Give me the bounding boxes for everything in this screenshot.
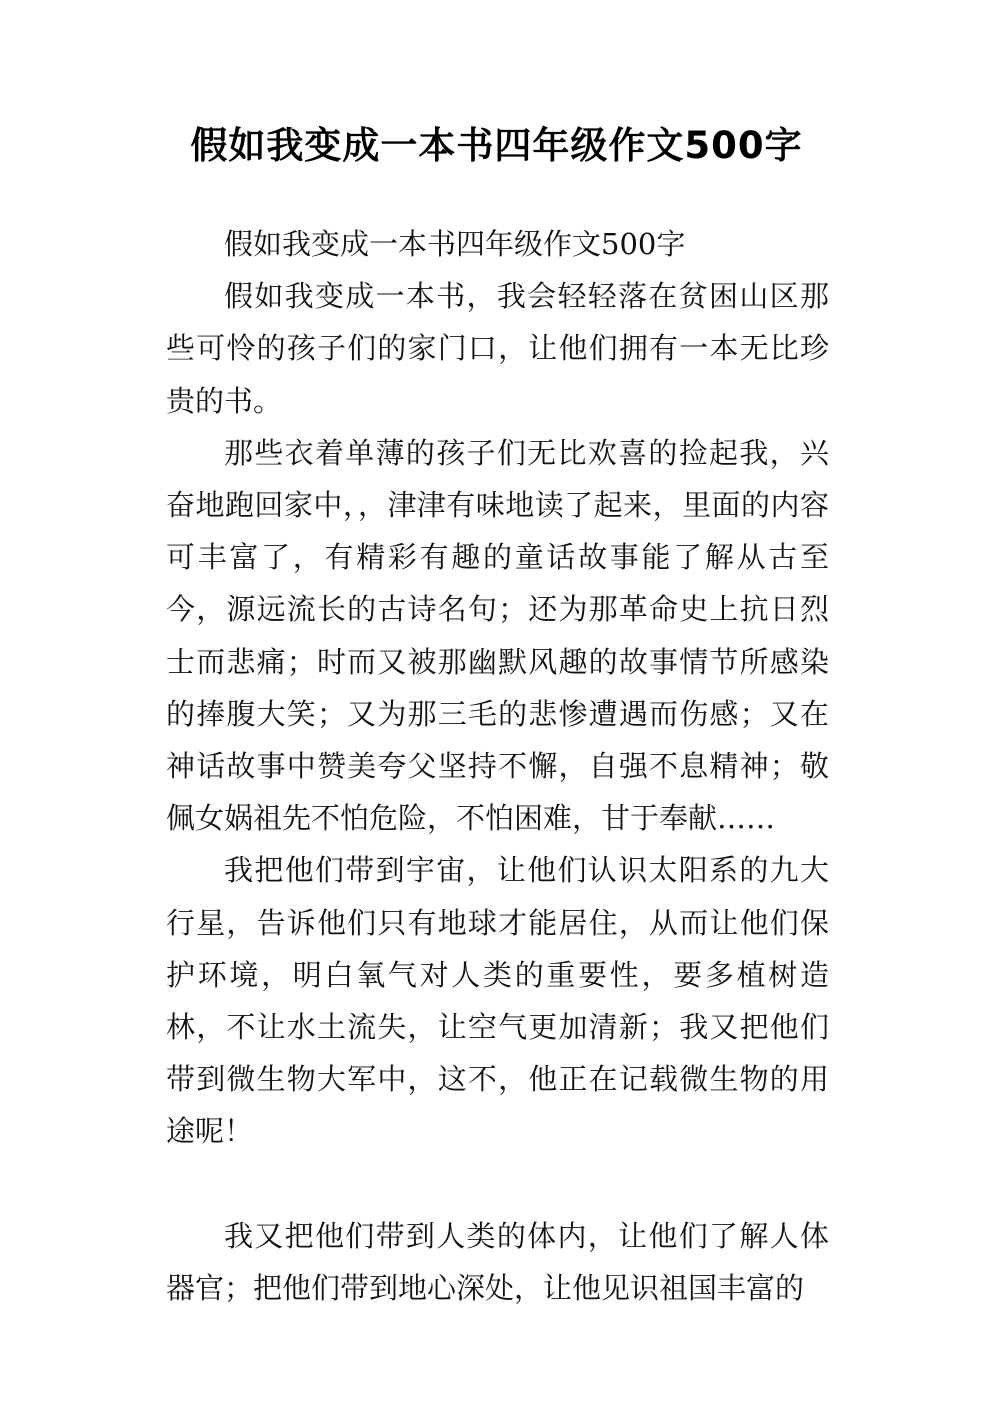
paragraph-1: 假如我变成一本书，我会轻轻落在贫困山区那些可怜的孩子们的家门口，让他们拥有一本无比珍贵的书。: [166, 279, 829, 418]
paragraph-heading: 假如我变成一本书四年级作文500字: [224, 227, 686, 261]
paragraph-3: 我把他们带到宇宙，让他们认识太阳系的九大行星，告诉他们只有地球才能居住，从而让他们保护环境，明白氧气对人类的重要性，要多植树造林，不让水土流失，让空气更加清新；我又把他们带到微生物大军中，这不，他正在记载微生物的用途呢！: [166, 853, 829, 1149]
document-body: [166, 218, 829, 1314]
paragraph-4: 我又把他们带到人类的体内，让他们了解人体器官；把他们带到地心深处，让他见识祖国丰富的: [166, 1218, 829, 1305]
paragraph-spacer: [166, 1158, 829, 1210]
paragraph-2: 那些衣着单薄的孩子们无比欢喜的捡起我，兴奋地跑回家中，，津津有味地读了起来，里面的内容可丰富了，有精彩有趣的童话故事能了解从古至今，源远流长的古诗名句；还为那革命史上抗日烈士而悲痛；时而又被那幽默风趣的故事情节所感染的捧腹大笑；又为那三毛的悲惨遭遇而伤感；又在神话故事中赞美夸父坚持不懈，自强不息精神；敬佩女娲祖先不怕危险，不怕困难，甘于奉献……: [166, 435, 829, 836]
document-title: 假如我变成一本书四年级作文500字: [190, 124, 803, 167]
